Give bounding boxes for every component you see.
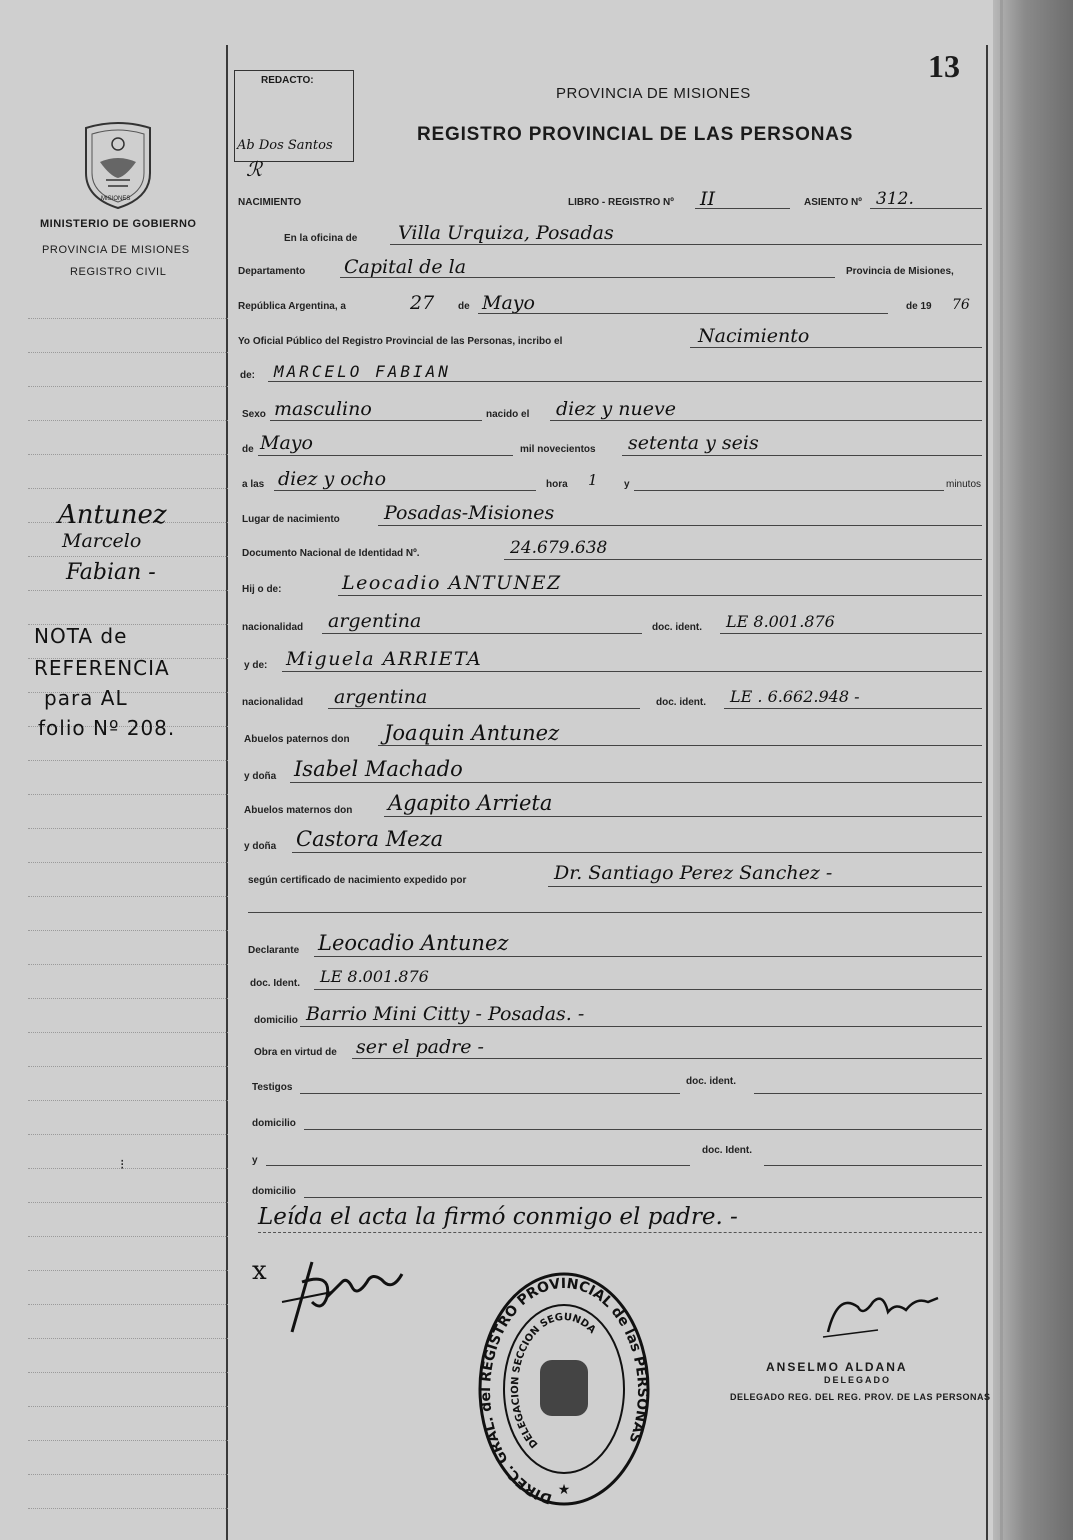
- margin-note-line3: para AL: [44, 686, 128, 710]
- margin-rule-line: [28, 1270, 228, 1271]
- hijo-label: Hij o de:: [242, 584, 282, 595]
- madre-value: Miguela ARRIETA: [286, 648, 483, 670]
- margin-rule-line: [28, 420, 228, 421]
- margin-rule-line: [28, 998, 228, 999]
- asiento-value: 312.: [876, 189, 914, 209]
- official-name: ANSELMO ALDANA: [766, 1360, 908, 1374]
- right-frame-line: [986, 45, 988, 1540]
- abpat-rule: [378, 745, 982, 746]
- leida-note: Leída el acta la firmó conmigo el padre. -: [258, 1204, 738, 1230]
- margin-rule-line: [28, 1474, 228, 1475]
- y2-rule: [266, 1165, 690, 1166]
- hora-label: hora: [546, 479, 568, 490]
- oficial-value: Nacimiento: [698, 325, 810, 347]
- margin-rule-line: [28, 352, 228, 353]
- domicilio2-rule: [304, 1129, 982, 1130]
- stamp-outer-text: DIREC. GRAL. del REGISTRO PROVINCIAL de las PERSONAS: [477, 1275, 651, 1507]
- margin-rule-line: [28, 1304, 228, 1305]
- testigos-label: Testigos: [252, 1082, 293, 1093]
- mes2-value: Mayo: [260, 432, 313, 454]
- padre-value: Leocadio ANTUNEZ: [342, 572, 562, 594]
- documento-label: Documento Nacional de Identidad Nº.: [242, 548, 420, 559]
- nac1-rule: [322, 633, 642, 634]
- oficial-rule: [690, 347, 982, 348]
- domicilio-label: domicilio: [254, 1015, 298, 1026]
- de-label: de: [458, 301, 470, 312]
- madre-rule: [282, 671, 982, 672]
- ydona2-rule: [292, 852, 982, 853]
- departamento-rule: [340, 277, 835, 278]
- cert-label: según certificado de nacimiento expedido por: [248, 875, 467, 886]
- page-number: 13: [928, 48, 960, 84]
- margin-rule-line: [28, 1508, 228, 1509]
- sexo-rule: [270, 420, 482, 421]
- doc1-rule: [720, 633, 982, 634]
- margin-rule-line: [28, 964, 228, 965]
- anio-label: de 19: [906, 301, 932, 312]
- redacto-initials: ℛ: [246, 157, 262, 181]
- date-rule: [478, 313, 888, 314]
- svg-text:★: ★: [557, 1481, 571, 1497]
- margin-rule-line: [28, 454, 228, 455]
- docident4-label: doc. Ident.: [702, 1145, 752, 1156]
- nac2-rule: [328, 708, 640, 709]
- alas-value: diez y ocho: [278, 468, 387, 490]
- asiento-rule: [870, 208, 982, 209]
- docident3-rule: [754, 1093, 982, 1094]
- ydona1-rule: [290, 782, 982, 783]
- cert-rule-2: [248, 912, 982, 913]
- month-value: Mayo: [482, 292, 535, 314]
- lugar-value: Posadas-Misiones: [384, 502, 555, 524]
- anio2-value: setenta y seis: [628, 432, 759, 454]
- domicilio-value: Barrio Mini Citty - Posadas. -: [306, 1003, 585, 1025]
- doc1-label: doc. ident.: [652, 622, 702, 633]
- oficina-label: En la oficina de: [284, 233, 358, 244]
- declarante-label: Declarante: [248, 945, 300, 956]
- abmat-value: Agapito Arrieta: [388, 791, 553, 815]
- page-edge-shadow: [993, 0, 1073, 1540]
- oficina-rule: [390, 244, 982, 245]
- margin-surname: Antunez: [58, 500, 167, 530]
- nac1-value: argentina: [328, 610, 422, 632]
- docident3-label: doc. ident.: [686, 1076, 736, 1087]
- margin-rule-line: [28, 556, 228, 557]
- domicilio3-rule: [304, 1197, 982, 1198]
- abmat-rule: [384, 816, 982, 817]
- ministry-line2: PROVINCIA DE MISIONES: [42, 244, 190, 256]
- departamento-value: Capital de la: [344, 256, 467, 278]
- stamp-inner-text: DELEGACION SECCION SEGUNDA: [509, 1311, 598, 1450]
- official-title: DELEGADO: [824, 1375, 892, 1385]
- registry-stamp: [476, 1270, 652, 1508]
- lugar-label: Lugar de nacimiento: [242, 514, 340, 525]
- official-signature: [818, 1282, 948, 1342]
- margin-rule-line: [28, 1168, 228, 1169]
- libro-rule: [695, 208, 790, 209]
- margin-rule-line: [28, 1338, 228, 1339]
- nacido-label: nacido el: [486, 409, 530, 420]
- declarante-rule: [314, 956, 982, 957]
- margin-rule-line: [28, 590, 228, 591]
- ydona2-value: Castora Meza: [296, 827, 444, 851]
- doc2-value: LE . 6.662.948 -: [730, 687, 860, 706]
- yde-label: y de:: [244, 660, 268, 671]
- margin-rule-line: [28, 1202, 228, 1203]
- margin-middle-name: Fabian -: [66, 560, 156, 585]
- libro-label: LIBRO - REGISTRO Nº: [568, 197, 674, 208]
- alas-label: a las: [242, 479, 265, 490]
- domicilio3-label: domicilio: [252, 1186, 296, 1197]
- obra-rule: [352, 1058, 982, 1059]
- province-heading: PROVINCIA DE MISIONES: [556, 85, 751, 102]
- lugar-rule: [378, 525, 982, 526]
- y2-label: y: [252, 1155, 258, 1166]
- abmat-label: Abuelos maternos don: [244, 805, 353, 816]
- obra-value: ser el padre -: [356, 1036, 484, 1058]
- margin-note-line2: REFERENCIA: [34, 656, 170, 680]
- margin-rule-line: [28, 488, 228, 489]
- anio2-rule: [622, 455, 982, 456]
- mes2-rule: [258, 455, 513, 456]
- docident4-rule: [764, 1165, 982, 1166]
- nacimiento-label: NACIMIENTO: [238, 197, 302, 208]
- y-label: y: [624, 479, 630, 490]
- sexo-value: masculino: [274, 398, 372, 420]
- margin-rule-line: [28, 1236, 228, 1237]
- margin-rule-line: [28, 760, 228, 761]
- documento-rule: [504, 559, 982, 560]
- margin-rule-line: [28, 1066, 228, 1067]
- margin-rule-line: [28, 930, 228, 931]
- seal-caption: MISIONES: [101, 196, 131, 202]
- leida-rule: [258, 1232, 982, 1233]
- nac2-value: argentina: [334, 686, 428, 708]
- nacido-value: diez y nueve: [556, 398, 677, 420]
- nac1-label: nacionalidad: [242, 622, 304, 633]
- nac2-label: nacionalidad: [242, 697, 304, 708]
- nacido-rule: [550, 420, 982, 421]
- page-edge-line: [1000, 0, 1003, 1540]
- domicilio-rule: [300, 1026, 982, 1027]
- libro-value: II: [700, 188, 716, 210]
- margin-rule-line: [28, 862, 228, 863]
- declarante-value: Leocadio Antunez: [318, 931, 509, 955]
- minutos-label: minutos: [946, 479, 982, 490]
- official-dept: DELEGADO REG. DEL REG. PROV. DE LAS PERSONAS: [730, 1392, 991, 1402]
- ydona2-label: y doña: [244, 841, 277, 852]
- margin-rule-line: [28, 1100, 228, 1101]
- margin-rule-line: [28, 1406, 228, 1407]
- doc2-label: doc. ident.: [656, 697, 706, 708]
- cert-rule: [548, 886, 982, 887]
- ydona1-label: y doña: [244, 771, 277, 782]
- redacto-label: REDACTO:: [261, 75, 314, 86]
- margin-rule-line: [28, 1440, 228, 1441]
- hora-value: 1: [588, 471, 598, 489]
- doc2-rule: [724, 708, 982, 709]
- alas-rule: [274, 490, 536, 491]
- nombre-rule: [268, 381, 982, 382]
- mil-label: mil novecientos: [520, 444, 596, 455]
- testigos-rule: [300, 1093, 680, 1094]
- abpat-label: Abuelos paternos don: [244, 734, 350, 745]
- registry-heading: REGISTRO PROVINCIAL DE LAS PERSONAS: [417, 124, 854, 145]
- doc1-value: LE 8.001.876: [726, 612, 835, 631]
- docid-label: doc. Ident.: [250, 978, 300, 989]
- declarant-signature: [272, 1252, 422, 1342]
- left-frame-line: [226, 45, 228, 1540]
- provincia-label: Provincia de Misiones,: [846, 266, 954, 277]
- ministry-line1: MINISTERIO DE GOBIERNO: [40, 218, 197, 230]
- ministry-line3: REGISTRO CIVIL: [70, 266, 167, 278]
- redacto-box: [234, 70, 354, 162]
- x-mark: x: [252, 1256, 267, 1286]
- cert-value: Dr. Santiago Perez Sanchez -: [554, 862, 833, 884]
- margin-rule-line: [28, 318, 228, 319]
- oficial-label: Yo Oficial Público del Registro Provincial de las Personas, incribo el: [238, 336, 563, 347]
- margin-rule-line: [28, 1134, 228, 1135]
- de2-label: de: [242, 444, 254, 455]
- padre-rule: [338, 595, 982, 596]
- sexo-label: Sexo: [242, 409, 266, 420]
- margin-rule-line: [28, 1032, 228, 1033]
- margin-rule-line: [28, 828, 228, 829]
- day-value: 27: [410, 292, 435, 314]
- margin-first-name: Marcelo: [62, 530, 142, 552]
- documento-value: 24.679.638: [510, 538, 608, 558]
- departamento-label: Departamento: [238, 266, 306, 277]
- anio-value: 76: [952, 297, 970, 313]
- margin-rule-line: [28, 794, 228, 795]
- redacto-value: Ab Dos Santos: [237, 138, 333, 153]
- docid-rule: [314, 989, 982, 990]
- domicilio2-label: domicilio: [252, 1118, 296, 1129]
- abpat-value: Joaquin Antunez: [384, 721, 560, 745]
- nombre-value: MARCELO FABIAN: [274, 362, 451, 381]
- margin-dot: ⁝: [120, 1156, 125, 1172]
- margin-note-line1: NOTA de: [34, 624, 128, 648]
- hora-rule: [634, 490, 944, 491]
- margin-rule-line: [28, 1372, 228, 1373]
- margin-rule-line: [28, 386, 228, 387]
- de-nombre-label: de:: [240, 370, 255, 381]
- margin-rule-line: [28, 896, 228, 897]
- asiento-label: ASIENTO Nº: [804, 197, 862, 208]
- oficina-value: Villa Urquiza, Posadas: [398, 222, 614, 244]
- ydona1-value: Isabel Machado: [294, 757, 463, 781]
- margin-note-line4: folio Nº 208.: [38, 716, 176, 740]
- obra-label: Obra en virtud de: [254, 1047, 337, 1058]
- republica-label: República Argentina, a: [238, 301, 346, 312]
- docid-value: LE 8.001.876: [320, 967, 429, 986]
